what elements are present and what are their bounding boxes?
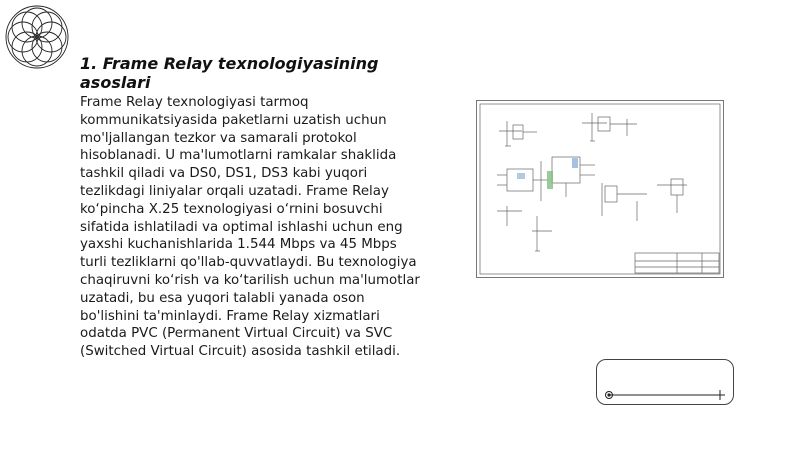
plus-icon[interactable] <box>715 390 725 400</box>
slide-body-text: Frame Relay texnologiyasi tarmoq kommunikatsiyasida paketlarni uzatish uchun mo'ljallangan tezkor va samarali protokol hisoblanadi. U ma'lumotlarni ramkalar shaklida tashkil qiladi va DS0, DS1, DS3 kabi yuqori tezlikdagi liniyalar orqali uzatadi. Frame Relay ko‘pincha X.25 texnologiyasi o‘rnini bosuvchi sifatida ishlatiladi va optimal ishlashi uchun eng yaxshi kuchanishlarida 1.544 Mbps va 45 Mbps turli tezliklarni qo'llab-quvvatlaydi. Bu texnologiya chaqiruvni ko‘rish va ko‘tarilish uchun ma'lumotlar uzatadi, bu esa yuqori talabli yanada oson bo'lishini ta'minlaydi. Frame Relay xizmatlari odatda PVC (Permanent Virtual Circuit) va SVC (Switched Virtual Circuit) asosida tashkil etiladi. <box>80 95 420 360</box>
slider-track[interactable] <box>597 360 733 404</box>
slider-control[interactable] <box>596 359 734 405</box>
circuit-schematic-drawing <box>477 101 723 277</box>
slide-title: 1. Frame Relay texnologiyasining asoslari <box>80 54 379 92</box>
spirograph-logo-icon <box>4 4 70 70</box>
circuit-schematic-image <box>476 100 724 278</box>
